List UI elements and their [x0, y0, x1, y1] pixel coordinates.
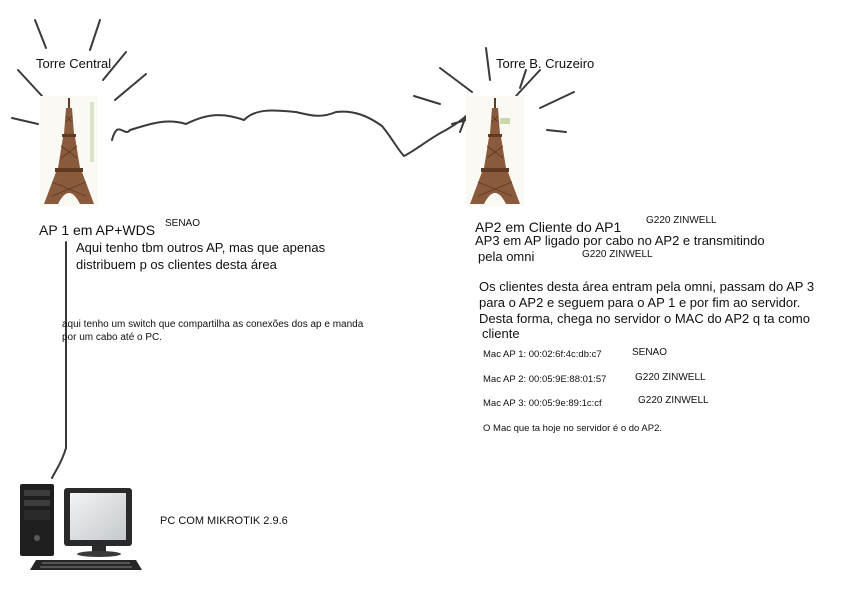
computer-icon [18, 482, 148, 572]
cable-line-icon [52, 242, 66, 478]
ap3-line1: AP3 em AP ligado por cabo no AP2 e transmitindo [475, 233, 765, 248]
ap2-label: AP2 em Cliente do AP1 [475, 219, 622, 235]
left-tower-title: Torre Central [36, 56, 112, 71]
explain-line3: Desta forma, chega no servidor o MAC do AP2 q ta como [479, 311, 810, 326]
ap1-label: AP 1 em AP+WDS [39, 222, 156, 238]
ap1-brand: SENAO [165, 218, 201, 229]
right-tower-icon [464, 96, 526, 206]
explain-line1: Os clientes desta área entram pela omni, passam do AP 3 [479, 279, 815, 294]
wireless-link-icon [112, 110, 466, 156]
explain-line4: cliente [482, 326, 520, 341]
pc-label: PC COM MIKROTIK 2.9.6 [160, 515, 288, 527]
other-ap-note-line2: distribuem p os clientes desta área [76, 257, 277, 272]
mac-ap1-brand: SENAO [632, 347, 668, 358]
mac-ap3-brand: G220 ZINWELL [638, 395, 709, 406]
mac-ap3-label: Mac AP 3: 00:05:9e:89:1c:cf [483, 398, 602, 409]
ap3-brand: G220 ZINWELL [582, 249, 653, 260]
mac-ap1-label: Mac AP 1: 00:02:6f:4c:db:c7 [483, 349, 602, 360]
ap3-line2: pela omni [478, 249, 535, 264]
switch-note-line2: por um cabo até o PC. [62, 332, 163, 343]
right-tower-title: Torre B. Cruzeiro [496, 56, 595, 71]
left-tower-icon [38, 96, 100, 206]
switch-note-line1: aqui tenho um switch que compartilha as conexões dos ap e manda [62, 319, 364, 330]
mac-ap2-brand: G220 ZINWELL [635, 372, 706, 383]
ap2-brand: G220 ZINWELL [646, 215, 717, 226]
explain-line2: para o AP2 e seguem para o AP 1 e por fim ao servidor. [479, 295, 801, 310]
mac-ap2-label: Mac AP 2: 00:05:9E:88:01:57 [483, 374, 607, 385]
other-ap-note-line1: Aqui tenho tbm outros AP, mas que apenas [76, 240, 326, 255]
server-mac-note: O Mac que ta hoje no servidor é o do AP2. [483, 423, 663, 434]
